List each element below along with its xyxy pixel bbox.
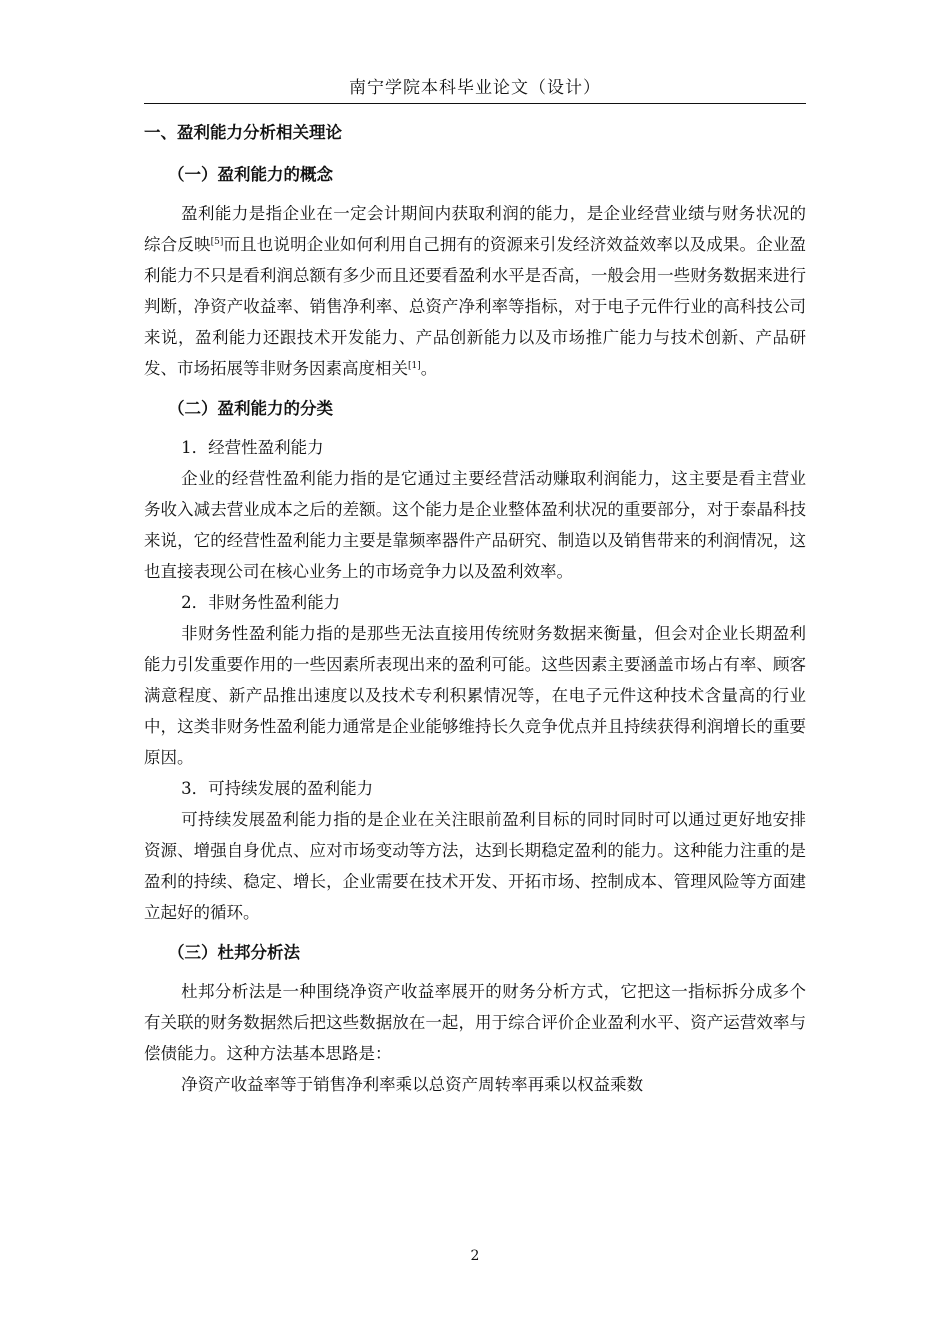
sustainable-paragraph: 可持续发展盈利能力指的是企业在关注眼前盈利目标的同时同时可以通过更好地安排资源、增强自身优点、应对市场变动等方法，达到长期稳定盈利的能力。这种能力注重的是盈利的持续、稳定、增长，企业需要在技术开发、开拓市场、控制成本、管理风险等方面建立起好的循环。 (144, 810, 806, 922)
concept-text-a: 盈利能力是指企业在一定会计期间内获取利润的能力，是企业经营业绩与财务状况的综合反映 (144, 204, 806, 254)
item-heading-sustainable: 3．可持续发展的盈利能力 (181, 779, 374, 798)
header-rule (144, 103, 806, 104)
concept-text-b: 而且也说明企业如何利用自己拥有的资源来引发经济效益效率以及成果。企业盈利能力不只是看利润总额有多少而且还要看盈利水平是否高，一般会用一些财务数据来进行判断，净资产收益率、销售净利率、总资产净利率等指标，对于电子元件行业的高科技公司来说，盈利能力还跟技术开发能力、产品创新能力以及市场推广能力与技术创新、产品研发、市场拓展等非财务因素高度相关 (144, 235, 807, 378)
item-heading-operating: 1．经营性盈利能力 (181, 438, 324, 457)
item-heading-nonfinancial: 2．非财务性盈利能力 (181, 593, 341, 612)
page-number: 2 (470, 1248, 480, 1264)
citation-1: [1] (408, 361, 421, 371)
operating-paragraph: 企业的经营性盈利能力指的是它通过主要经营活动赚取利润能力，这主要是看主营业务收入减去营业成本之后的差额。这个能力是企业整体盈利状况的重要部分，对于泰晶科技来说，它的经营性盈利能力主要是靠频率器件产品研究、制造以及销售带来的利润情况，这也直接表现公司在核心业务上的市场竞争力以及盈利效率。 (144, 469, 806, 581)
nonfinancial-paragraph: 非财务性盈利能力指的是那些无法直接用传统财务数据来衡量，但会对企业长期盈利能力引发重要作用的一些因素所表现出来的盈利可能。这些因素主要涵盖市场占有率、顾客满意程度、新产品推出速度以及技术专利积累情况等，在电子元件这种技术含量高的行业中，这类非财务性盈利能力通常是企业能够维持长久竞争优点并且持续获得利润增长的重要原因。 (144, 624, 806, 767)
dupont-paragraph: 杜邦分析法是一种围绕净资产收益率展开的财务分析方式，它把这一指标拆分成多个有关联的财务数据然后把这些数据放在一起，用于综合评价企业盈利水平、资产运营效率与偿债能力。这种方法基本思路是： (144, 982, 806, 1063)
subsection-heading-concept: （一）盈利能力的概念 (168, 165, 333, 184)
subsection-heading-classification: （二）盈利能力的分类 (168, 399, 333, 418)
citation-5: [5] (210, 237, 224, 247)
running-header: 南宁学院本科毕业论文（设计） (349, 78, 601, 98)
concept-paragraph (144, 198, 806, 384)
subsection-heading-dupont: （三）杜邦分析法 (168, 943, 300, 962)
concept-text-c: 。 (420, 359, 438, 378)
page-content (144, 118, 806, 1100)
dupont-formula-text: 净资产收益率等于销售净利率乘以总资产周转率再乘以权益乘数 (181, 1075, 644, 1094)
section-heading-1: 一、盈利能力分析相关理论 (144, 123, 342, 142)
